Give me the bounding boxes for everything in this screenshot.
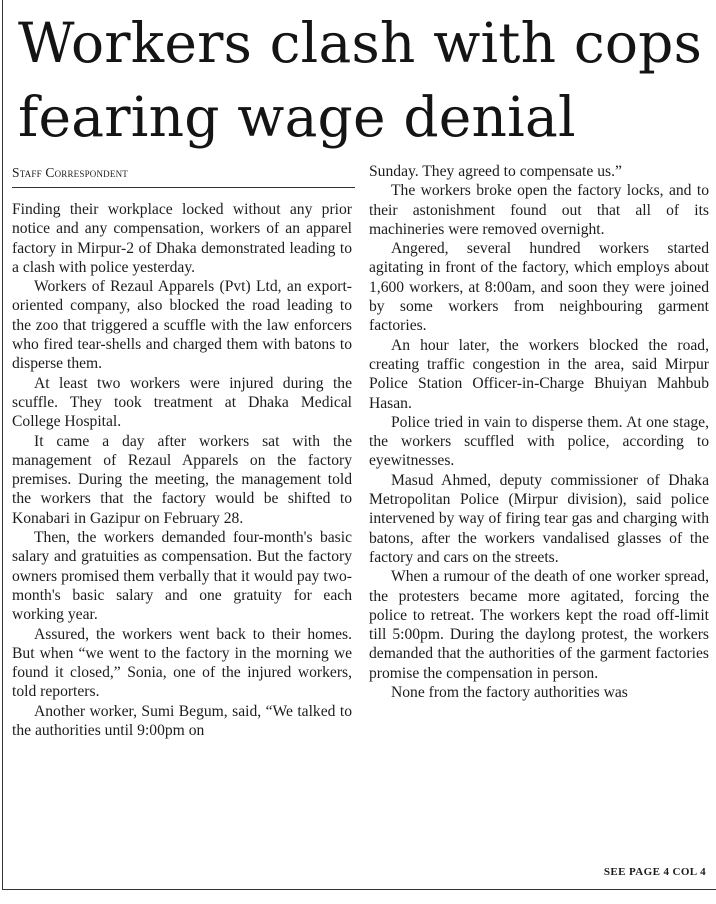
paragraph: When a rumour of the death of one worker spread, the protesters became more agitated, forcing the police to retreat. The workers kept the road off-limit till 5:00pm. During the daylong protest, the workers demanded that the authorities of the garment factories promise the compensation in person. [369, 568, 709, 682]
paragraph: Sunday. They agreed to compensate us.” [369, 163, 622, 180]
paragraph: Finding their workplace locked without any prior notice and any compensation, workers of an apparel factory in Mirpur-2 of Dhaka demonstrated leading to a clash with police yesterday. [12, 201, 352, 276]
continued-reference: SEE PAGE 4 COL 4 [603, 866, 706, 878]
paragraph: At least two workers were injured during the scuffle. They took treatment at Dhaka Medical College Hospital. [12, 374, 352, 431]
paragraph: It came a day after workers sat with the management of Rezaul Apparels on the factory premises. During the meeting, the management told the workers that the factory would be shifted to Konabari in Gazipur on February 28. [12, 432, 352, 527]
paragraph: Workers of Rezaul Apparels (Pvt) Ltd, an export-oriented company, also blocked the road leading to the zoo that triggered a scuffle with the law enforcers who fired tear-shells and charged them with batons to disperse them. [12, 278, 352, 373]
paragraph: Masud Ahmed, deputy commissioner of Dhaka Metropolitan Police (Mirpur division), said police intervened by way of firing tear gas and charging with batons, after the workers vandalised glasses of the factory and cars on the streets. [369, 471, 709, 566]
byline: Staff Correspondent [12, 164, 355, 188]
frame-bottom-rule [2, 889, 716, 890]
paragraph: Then, the workers demanded four-month's basic salary and gratuities as compensation. But the factory owners promised them verbally that it would pay two-month's basic salary and one gratuity for each working year. [12, 529, 352, 624]
paragraph: None from the factory authorities was [391, 684, 628, 702]
paragraph: Angered, several hundred workers started agitating in front of the factory, which employs about 1,600 workers, at 8:00am, and soon they were joined by some workers from neighbouring garment factories. [369, 240, 709, 335]
article-column-2 [369, 162, 709, 702]
paragraph: Police tried in vain to disperse them. At one stage, the workers scuffled with police, according to eyewitnesses. [369, 413, 709, 470]
paragraph: Another worker, Sumi Begum, said, “We talked to the authorities until 9:00pm on [12, 702, 352, 740]
article-column-1 [12, 200, 352, 740]
frame-left-rule [2, 0, 3, 890]
paragraph: The workers broke open the factory locks, and to their astonishment found out that all of its machineries were removed overnight. [369, 182, 709, 238]
headline: Workers clash with cops fearing wage denial [18, 11, 703, 149]
paragraph: Assured, the workers went back to their homes. But when “we went to the factory in the morning we found it closed,” Sonia, one of the injured workers, told reporters. [12, 625, 352, 701]
paragraph: An hour later, the workers blocked the road, creating traffic congestion in the area, said Mirpur Police Station Officer-in-Charge Bhuiyan Mahbub Hasan. [369, 336, 709, 412]
